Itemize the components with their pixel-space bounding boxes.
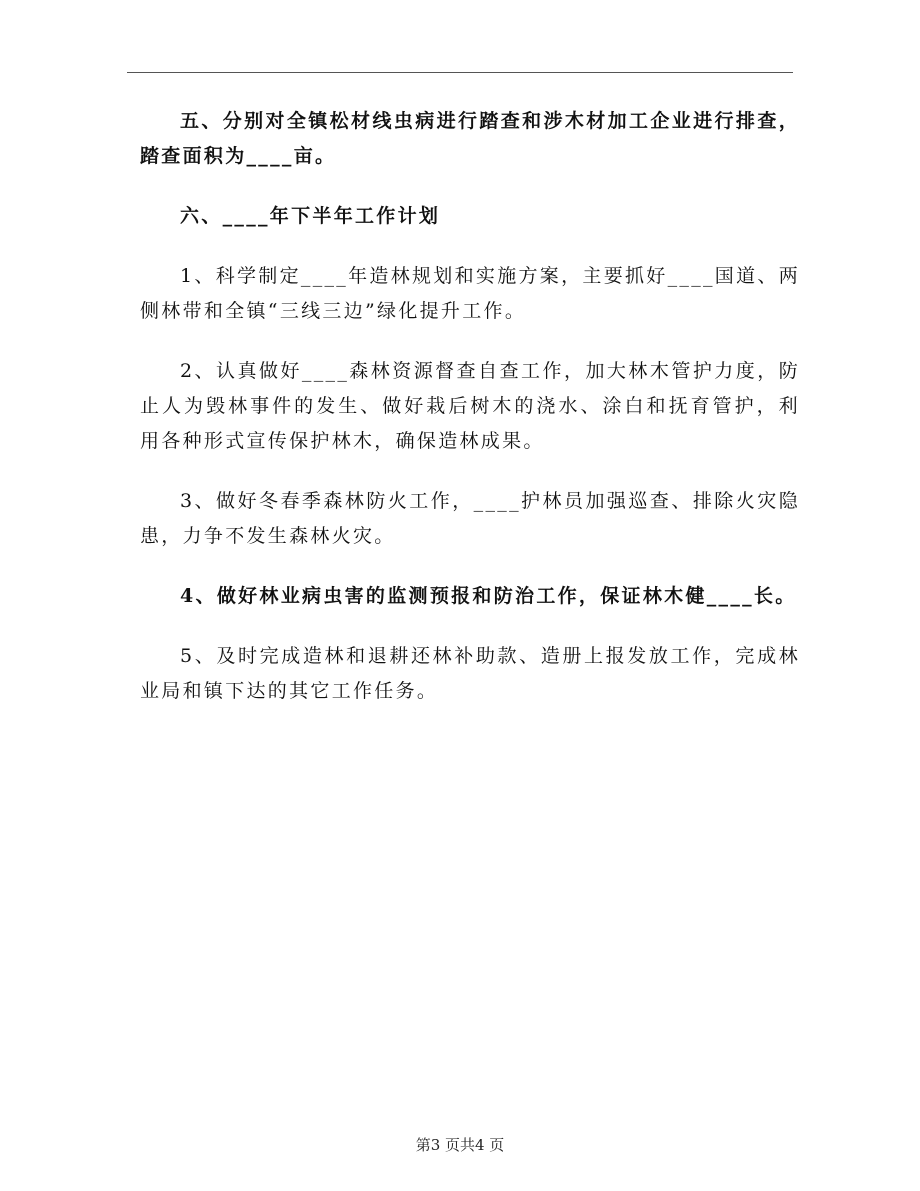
page-number: 第3 页共4 页: [415, 1136, 505, 1154]
plan-item-4: 4、做好林业病虫害的监测预报和防治工作，保证林木健____长。: [180, 585, 797, 607]
plan-item-2: 2、认真做好____森林资源督查自查工作，加大林木管护力度，防止人为毁林事件的发生、做好栽后树木的浇水、涂白和抚育管护，利用各种形式宣传保护林木，确保造林成果。: [140, 360, 800, 452]
plan-item-5: 5、及时完成造林和退耕还林补助款、造册上报发放工作，完成林业局和镇下达的其它工作任务。: [140, 645, 800, 702]
plan-item-3: 3、做好冬春季森林防火工作，____护林员加强巡查、排除火灾隐患，力争不发生森林火灾。: [140, 490, 800, 547]
section-six-heading: 六、____年下半年工作计划: [180, 205, 441, 227]
section-five-paragraph: 五、分别对全镇松材线虫病进行踏查和涉木材加工企业进行排查，踏查面积为____亩。: [140, 110, 800, 167]
header-rule: [127, 72, 793, 73]
document-body: [140, 104, 800, 734]
plan-item-1: 1、科学制定____年造林规划和实施方案，主要抓好____国道、两侧林带和全镇“三线三边”绿化提升工作。: [140, 265, 800, 322]
